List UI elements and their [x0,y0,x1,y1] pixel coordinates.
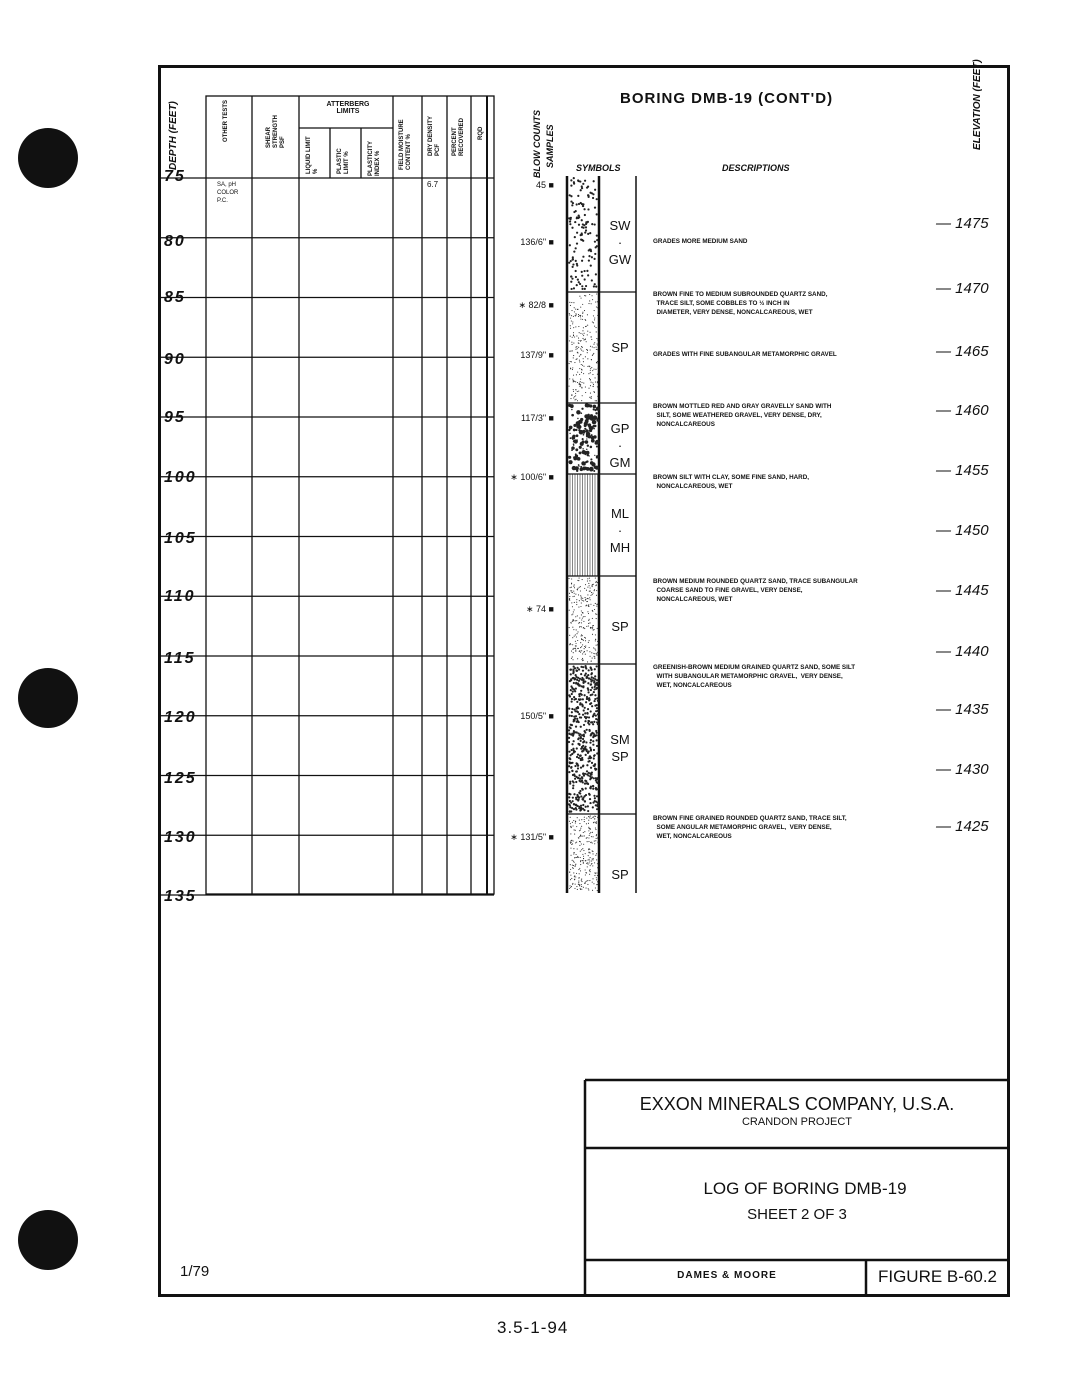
col-plastic-limit: PLASTIC LIMIT % [337,148,350,174]
soil-description: BROWN FINE GRAINED ROUNDED QUARTZ SAND, TRACE SILT, SOME ANGULAR METAMORPHIC GRAVEL, VERY DENSE, WET, NONCALCAREOUS [653,815,847,840]
soil-description: BROWN MOTTLED RED AND GRAY GRAVELLY SAND WITH SILT, SOME WEATHERED GRAVEL, VERY DENSE, DRY, NONCALCAREOUS [653,403,832,428]
depth-label: 110 [164,588,196,605]
blow-count: 137/9" ■ [520,350,554,360]
col-rqd: RQD [478,126,484,140]
elevation-label: — 1425 [936,818,989,835]
depth-axis-label: DEPTH (FEET) [168,101,179,170]
elevation-label: — 1455 [936,462,989,479]
col-moisture: FIELD MOISTURE CONTENT % [399,119,412,170]
soil-symbol: SW · GW [608,218,632,267]
dry-density-value: 6.7 [427,180,439,189]
elevation-label: — 1440 [936,643,989,660]
elevation-label: — 1430 [936,761,989,778]
soil-description: BROWN MEDIUM ROUNDED QUARTZ SAND, TRACE SUBANGULAR COARSE SAND TO FINE GRAVEL, VERY DENSE, NONCALCAREOUS, WET [653,578,858,603]
company-name: EXXON MINERALS COMPANY, U.S.A. [639,1094,955,1114]
col-percent-recovered: PERCENT RECOVERED [452,117,465,156]
depth-label: 105 [164,530,197,547]
blow-count: 150/5" ■ [520,711,554,721]
col-dry-density: DRY DENSITY PCF [428,116,441,156]
soil-description: GRADES MORE MEDIUM SAND [653,238,748,245]
elevation-label: — 1465 [936,343,989,360]
soil-description: BROWN SILT WITH CLAY, SOME FINE SAND, HARD, NONCALCAREOUS, WET [653,474,810,490]
soil-description: GRADES WITH FINE SUBANGULAR METAMORPHIC GRAVEL [653,351,837,358]
symbols-label: SYMBOLS [576,163,621,173]
sheet-number: SHEET 2 OF 3 [747,1206,847,1223]
page-number: 3.5-1-94 [497,1318,569,1337]
depth-label: 120 [164,709,197,726]
boring-title: BORING DMB-19 (CONT'D) [620,90,834,107]
soil-description: BROWN FINE TO MEDIUM SUBROUNDED QUARTZ SAND, TRACE SILT, SOME COBBLES TO ½ INCH IN DIAMETER, VERY DENSE, NONCALCAREOUS, WET [653,291,828,316]
elevation-label: — 1450 [936,522,989,539]
blow-count: 136/6" ■ [520,237,554,247]
soil-description: GREENISH-BROWN MEDIUM GRAINED QUARTZ SAND, SOME SILT WITH SUBANGULAR METAMORPHIC GRAVEL, VERY DENSE, WET, NONCALCAREOUS [653,664,856,689]
soil-symbol: SP [611,867,629,882]
soil-symbol: SP [611,340,629,355]
blow-count: ∗ 131/5" ■ [510,832,554,842]
soil-symbol: SP [611,619,629,634]
col-shear-strength: SHEAR STRENGTH PSF [266,115,286,148]
col-atterberg: ATTERBERG LIMITS [326,101,370,115]
other-tests-value: SA, pH COLOR P.C. [217,182,239,204]
col-plasticity-index: PLASTICITY INDEX % [368,141,381,176]
elevation-label: — 1470 [936,280,989,297]
col-other-tests: OTHER TESTS [223,99,229,142]
depth-label: 100 [164,469,197,486]
depth-label: 80 [164,233,186,250]
depth-label: 125 [164,770,197,787]
elevation-label: — 1435 [936,701,989,718]
project-name: CRANDON PROJECT [741,1116,852,1128]
date-label: 1/79 [180,1263,210,1280]
blow-count: 117/3" ■ [521,413,554,423]
figure-number: FIGURE B-60.2 [877,1267,998,1286]
blow-count: ∗ 82/8 ■ [518,300,554,310]
soil-symbol: SM SP [610,732,630,764]
blow-counts-label: BLOW COUNTS [532,110,542,178]
depth-label: 75 [164,168,186,185]
elevation-label: — 1475 [936,215,989,232]
depth-label: 130 [164,829,197,846]
blow-count: ∗ 100/6" ■ [510,472,554,482]
elevation-label: — 1445 [936,582,989,599]
col-liquid-limit: LIQUID LIMIT % [306,136,319,174]
samples-label: SAMPLES [545,124,555,168]
elevation-axis-label: ELEVATION (FEET) [972,59,983,150]
log-title: LOG OF BORING DMB-19 [703,1179,907,1198]
blow-count: ∗ 74 ■ [526,604,554,614]
depth-label: 85 [164,289,186,306]
descriptions-label: DESCRIPTIONS [722,163,790,173]
depth-label: 90 [164,351,186,368]
blow-count: 45 ■ [536,180,554,190]
soil-symbol: ML · MH [609,506,631,555]
depth-label: 135 [164,888,197,905]
soil-symbol: GP · GM [609,421,631,470]
depth-label: 95 [164,409,186,426]
firm-name: DAMES & MOORE [677,1270,777,1281]
depth-label: 115 [164,650,196,667]
elevation-label: — 1460 [936,402,989,419]
